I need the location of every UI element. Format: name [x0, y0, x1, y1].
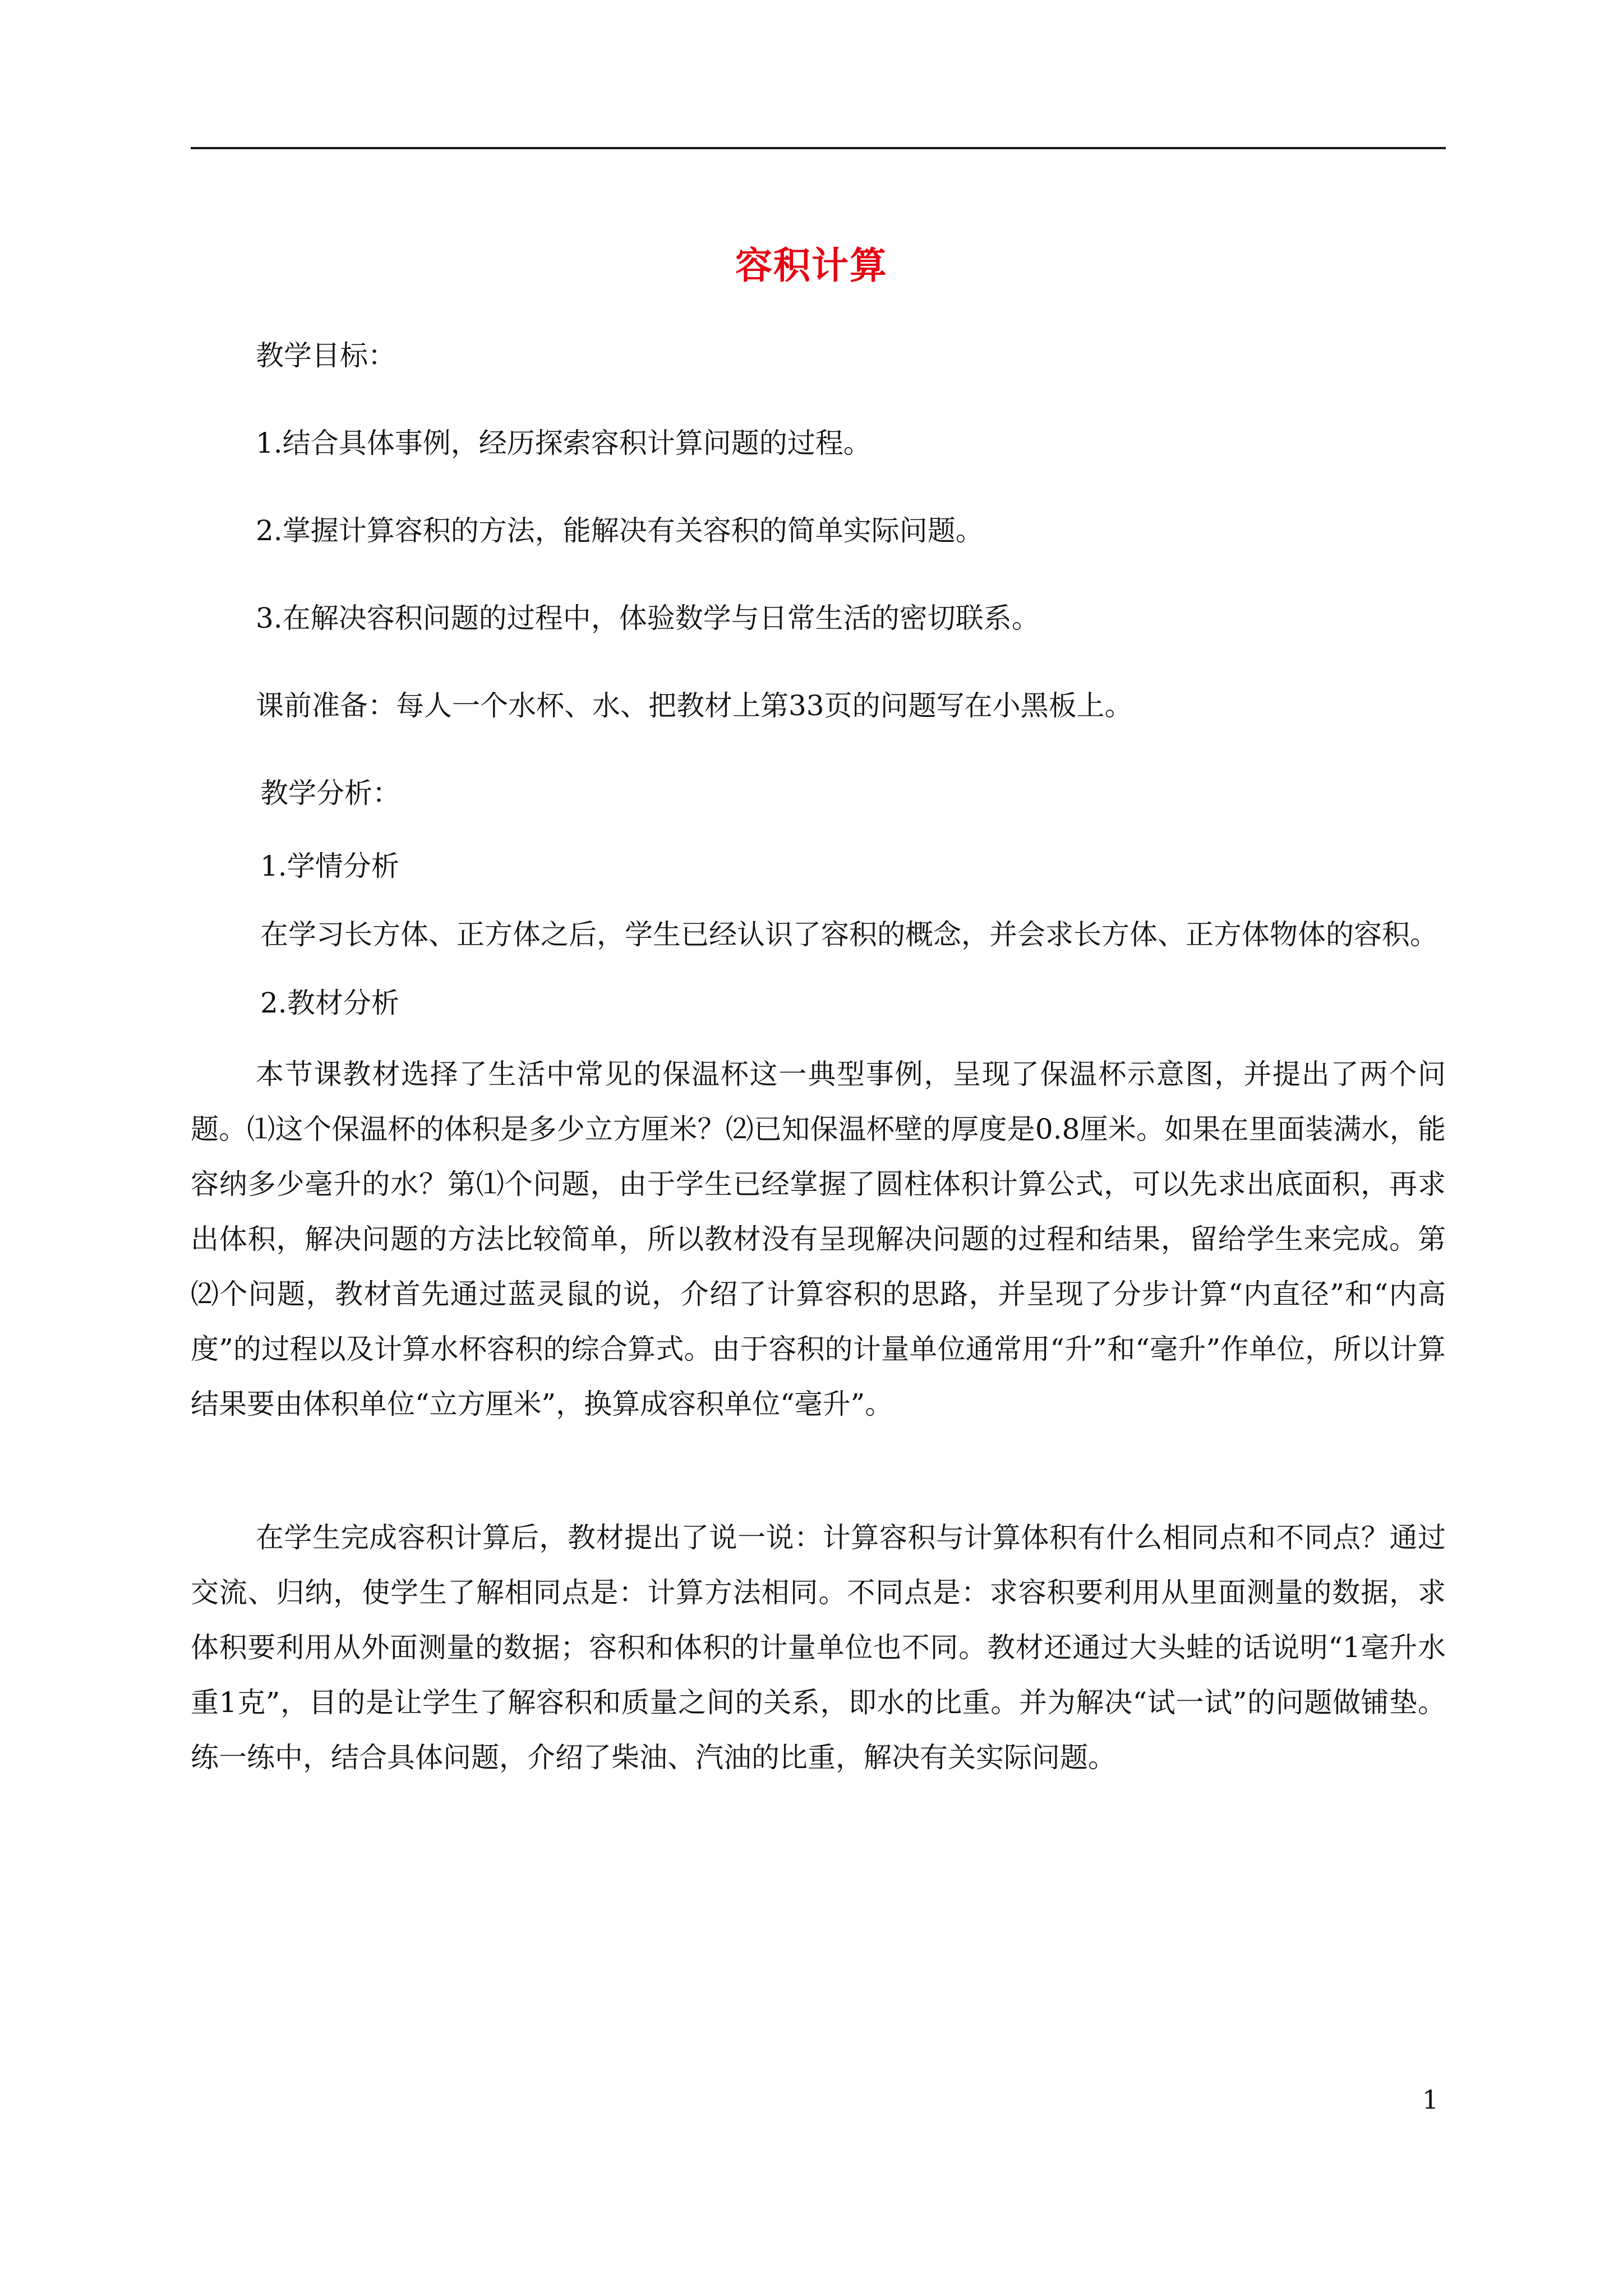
material-analysis-heading: 2.教材分析: [260, 987, 399, 1019]
objective-item-3: 3.在解决容积问题的过程中，体验数学与日常生活的密切联系。: [256, 602, 1040, 634]
objectives-heading: 教学目标：: [256, 339, 396, 372]
page-number: 1: [1422, 2085, 1439, 2115]
objective-item-2: 2.掌握计算容积的方法，能解决有关容积的简单实际问题。: [256, 514, 984, 547]
preparation-text: 课前准备：每人一个水杯、水、把教材上第33页的问题写在小黑板上。: [256, 689, 1133, 722]
student-analysis-text: 在学习长方体、正方体之后，学生已经认识了容积的概念，并会求长方体、正方体物体的容积。: [260, 918, 1438, 951]
student-analysis-heading: 1.学情分析: [260, 850, 399, 882]
objective-item-1: 1.结合具体事例，经历探索容积计算问题的过程。: [256, 427, 872, 459]
analysis-heading: 教学分析：: [260, 777, 400, 809]
material-paragraph-1: 本节课教材选择了生活中常见的保温杯这一典型事例，呈现了保温杯示意图，并提出了两个问题。⑴这个保温杯的体积是多少立方厘米？⑵已知保温杯壁的厚度是0.8厘米。如果在里面装满水，能容纳多少毫升的水？第⑴个问题，由于学生已经掌握了圆柱体积计算公式，可以先求出底面积，再求出体积，解决问题的方法比较简单，所以教材没有呈现解决问题的过程和结果，留给学生来完成。第⑵个问题，教材首先通过蓝灵鼠的说，介绍了计算容积的思路，并呈现了分步计算“内直径”和“内高度”的过程以及计算水杯容积的综合算式。由于容积的计量单位通常用“升”和“毫升”作单位，所以计算结果要由体积单位“立方厘米”，换算成容积单位“毫升”。: [191, 1058, 1446, 1420]
header-rule: [191, 147, 1446, 149]
document-title: 容积计算: [735, 243, 888, 287]
material-paragraph-2: 在学生完成容积计算后，教材提出了说一说：计算容积与计算体积有什么相同点和不同点？通过交流、归纳，使学生了解相同点是：计算方法相同。不同点是：求容积要利用从里面测量的数据，求体积要利用从外面测量的数据；容积和体积的计量单位也不同。教材还通过大头蛙的话说明“1毫升水重1克”，目的是让学生了解容积和质量之间的关系，即水的比重。并为解决“试一试”的问题做铺垫。练一练中，结合具体问题，介绍了柴油、汽油的比重，解决有关实际问题。: [191, 1521, 1446, 1774]
